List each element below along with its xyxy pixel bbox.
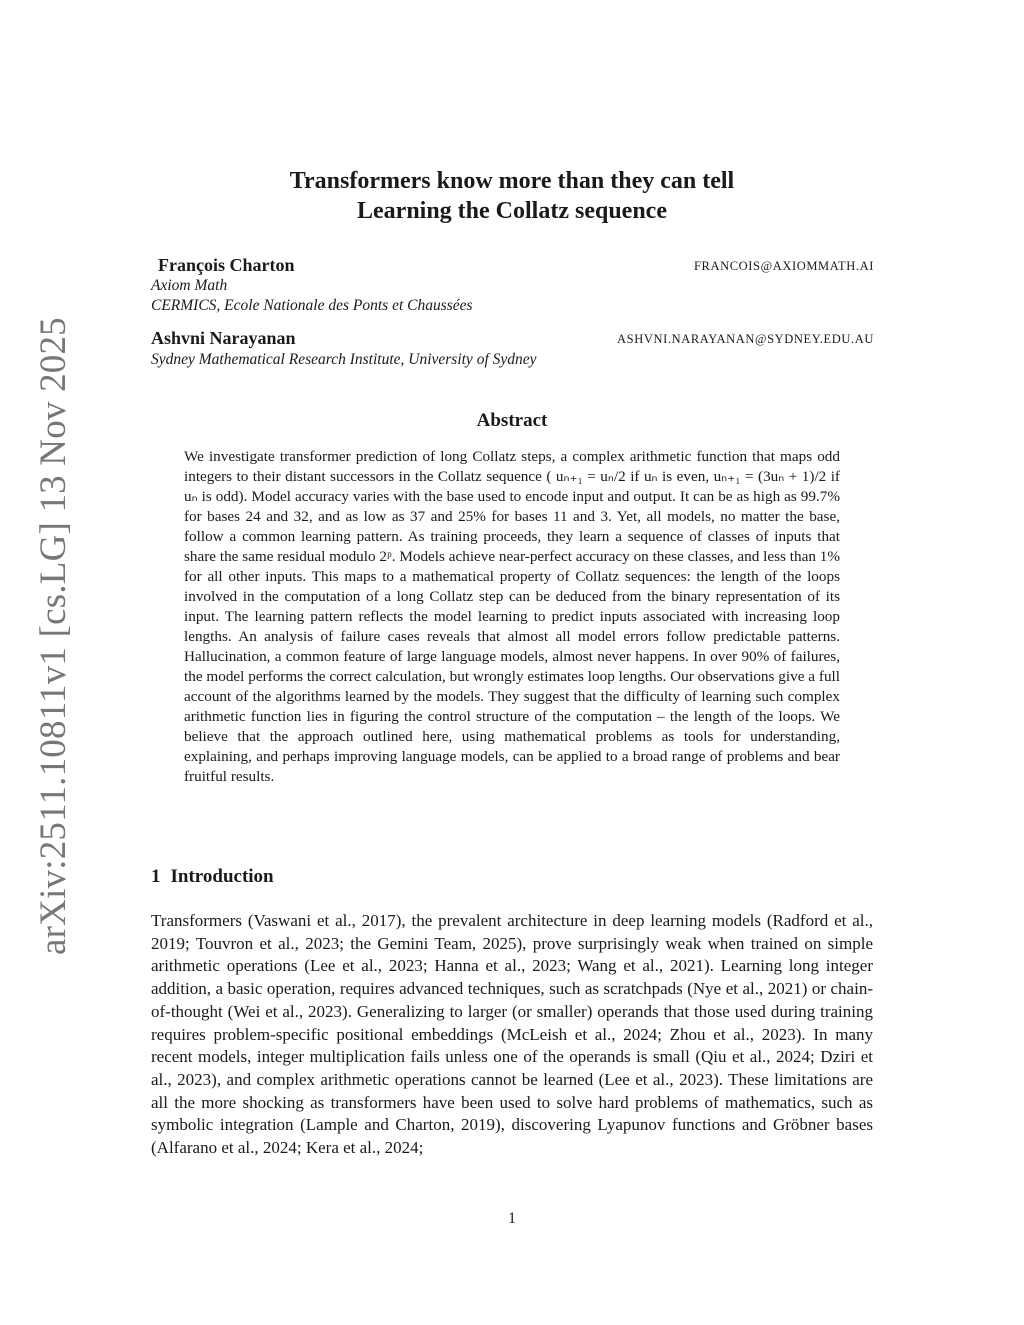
paper-title-line-1: Transformers know more than they can tell [289,168,735,194]
page-number: 1 [508,1210,516,1227]
paper-title-line-2: Learning the Collatz sequence [357,198,667,224]
author-name-2: Ashvni Narayanan [151,328,296,348]
author-name-1: François Charton [158,255,295,275]
author-affiliation-2: Sydney Mathematical Research Institute, University of Sydney [151,351,537,368]
author-affiliation-1a: Axiom Math [151,277,228,294]
abstract-heading: Abstract [476,410,548,431]
author-email-2[interactable]: ASHVNI.NARAYANAN@SYDNEY.EDU.AU [617,332,874,346]
abstract-body: We investigate transformer prediction of long Collatz steps, a complex arithmetic function that maps odd integers to their distant successors in the Collatz sequence ( uₙ₊₁ = uₙ/2 if uₙ is even, uₙ₊₁ = (3uₙ + 1)/2 if uₙ is odd). Model accuracy varies with the base used to encode input and output. It can be as high as 99.7% for bases 24 and 32, and as low as 37 and 25% for bases 11 and 3. Yet, all models, no matter the base, follow a common learning pattern. As training proceeds, they learn a sequence of classes of inputs that share the same residual modulo 2ᵖ. Models achieve near-perfect accuracy on these classes, and less than 1% for all other inputs. This maps to a mathematical property of Collatz sequences: the length of the loops involved in the computation of a long Collatz step can be deduced from the binary representation of its input. The learning pattern reflects the model learning to predict inputs associated with increasing loop lengths. An analysis of failure cases reveals that almost all model errors follow predictable patterns. Hallucination, a common feature of large language models, almost never happens. In over 90% of failures, the model performs the correct calculation, but wrongly estimates loop lengths. Our observations give a full account of the algorithms learned by the models. They suggest that the difficulty of learning such complex arithmetic function lies in figuring the control structure of the computation – the length of the loops. We believe that the approach outlined here, using mathematical problems as tools for understanding, explaining, and perhaps improving language models, can be applied to a broad range of problems and bear fruitful results. [184,448,840,785]
section-number: 1 [151,866,161,887]
section-heading-introduction [151,866,274,888]
section-title: Introduction [170,866,274,887]
author-email-1[interactable]: FRANCOIS@AXIOMMATH.AI [693,259,874,273]
author-affiliation-1b: CERMICS, Ecole Nationale des Ponts et Chaussées [151,297,473,314]
arxiv-identifier-stamp: arXiv:2511.10811v1 [cs.LG] 13 Nov 2025 [33,317,74,955]
introduction-body: Transformers (Vaswani et al., 2017), the prevalent architecture in deep learning models (Radford et al., 2019; Touvron et al., 2023; the Gemini Team, 2025), prove surprisingly weak when trained on simple arithmetic operations (Lee et al., 2023; Hanna et al., 2023; Wang et al., 2021). Learning long integer addition, a basic operation, requires advanced techniques, such as scratchpads (Nye et al., 2021) or chain-of-thought (Wei et al., 2023). Generalizing to larger (or smaller) operands that those used during training requires problem-specific positional embeddings (McLeish et al., 2024; Zhou et al., 2023). In many recent models, integer multiplication fails unless one of the operands is small (Qiu et al., 2024; Dziri et al., 2023), and complex arithmetic operations cannot be learned (Lee et al., 2023). These limitations are all the more shocking as transformers have been used to solve hard problems of mathematics, such as symbolic integration (Lample and Charton, 2019), discovering Lyapunov functions and Gröbner bases (Alfarano et al., 2024; Kera et al., 2024; [151,911,873,1158]
